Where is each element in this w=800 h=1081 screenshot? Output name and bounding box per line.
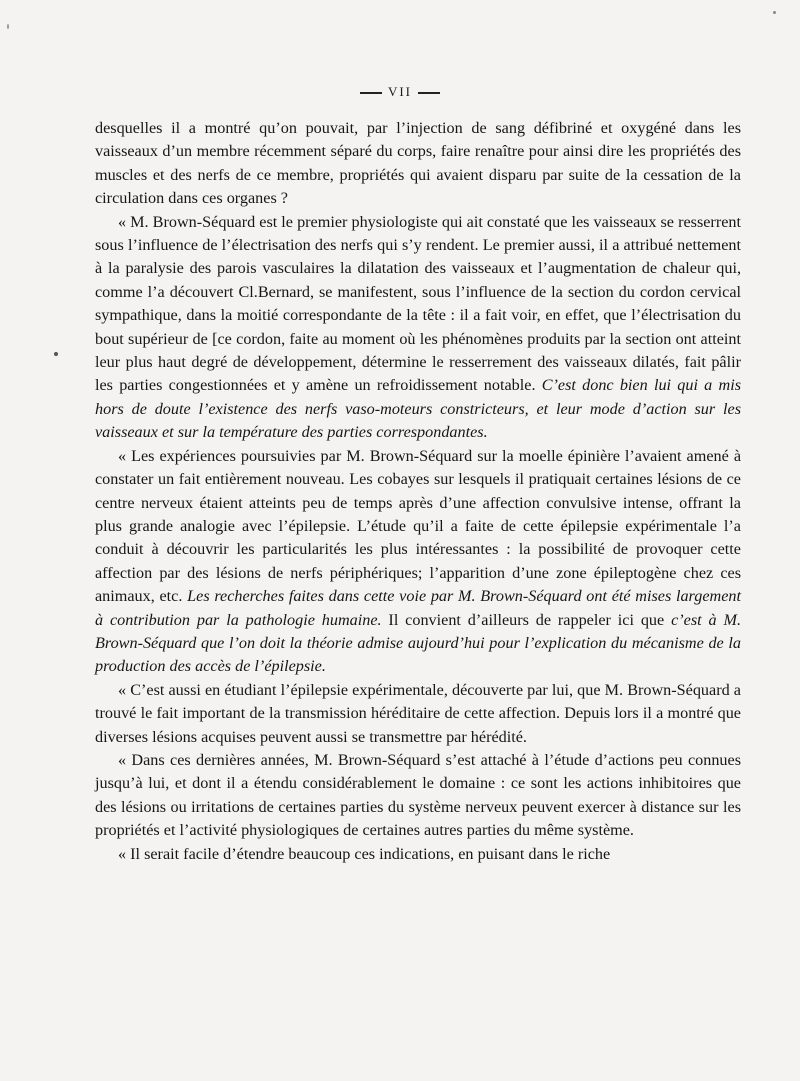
header-dash-right (418, 92, 440, 94)
paragraph-2 (95, 211, 741, 445)
paragraph-6 (95, 843, 741, 866)
paragraph-3 (95, 445, 741, 679)
header-dash-left (360, 92, 382, 94)
text-run: « Les expériences poursuivies par M. Brown-Séquard sur la moelle épinière l’avaient amené à constater un fait entièrement nouveau. Les cobayes sur lesquels il pratiquait certaines lésions de ce centre nerveux étaient atteints peu de temps après d’une affection convulsive intense, offrant la plus grande analogie avec l’épilepsie. L’étude qu’il a faite de cette épilepsie expérimentale l’a conduit à découvrir les particularités les plus intéressantes : la possibilité de provoquer cette affection par des lésions de nerfs périphériques; l’apparition d’une zone épileptogène chez ces animaux, etc. (95, 446, 741, 606)
scan-speck (54, 352, 58, 356)
text-run: Il convient d’ailleurs de rappeler ici que (381, 610, 672, 629)
text-run: « Il serait facile d’étendre beaucoup ces indications, en puisant dans le riche (118, 844, 611, 863)
italic-text-run: c’est à M. Brown-Séquard que l’on doit la théorie admise aujourd’hui pour l’explication du mécanisme de la production des accès de l’épilepsie. (95, 610, 742, 676)
scan-speck (7, 24, 9, 29)
paragraph-4 (95, 679, 741, 749)
paragraph-5 (95, 749, 741, 843)
text-run: « C’est aussi en étudiant l’épilepsie expérimentale, découverte par lui, que M. Brown-Séquard a trouvé le fait important de la transmission héréditaire de cette affection. Depuis lors il a montré que diverses lésions acquises peuvent aussi se transmettre par hérédité. (95, 680, 741, 746)
text-run: « M. Brown-Séquard est le premier physiologiste qui ait constaté que les vaisseaux se resserrent sous l’influence de l’électrisation des nerfs qui s’y rendent. Le premier aussi, il a attribué nettement à la paralysie des parois vasculaires la dilatation des vaisseaux et l’augmentation de chaleur qui, comme l’a découvert Cl.Bernard, se manifestent, sous l’influence de la section du cordon cervical sympathique, dans la moitié correspondante de la tête : il a fait voir, en effet, que l’électrisation du bout supérieur de [ce cordon, faite au moment où les phénomènes produits par la section ont atteint leur plus haut degré de développement, détermine le resserrement des vaisseaux dilatés, fait pâlir les parties congestionnées et y amène un refroidissement notable. (95, 212, 741, 395)
scan-speck (773, 11, 776, 14)
body-text (95, 117, 741, 866)
italic-text-run: C’est donc bien lui qui a mis hors de doute l’existence des nerfs vaso-moteurs constricteurs, et leur mode d’action sur les vaisseaux et sur la température des parties correspondantes. (95, 376, 741, 442)
paragraph-1 (95, 117, 741, 211)
page-header (0, 84, 800, 100)
text-run: « Dans ces dernières années, M. Brown-Séquard s’est attaché à l’étude d’actions peu connues jusqu’à lui, et dont il a étendu considérablement le domaine : ce sont les actions inhibitoires que des lésions ou irritations de certaines parties du système nerveux peuvent exercer à distance sur les propriétés et l’activité physiologiques de certaines autres parties du même système. (95, 750, 741, 840)
text-run: desquelles il a montré qu’on pouvait, par l’injection de sang défibriné et oxygéné dans les vaisseaux d’un membre récemment séparé du corps, faire renaître pour ainsi dire les propriétés des muscles et des nerfs de ce membre, propriétés qui avaient disparu par suite de la cessation de la circulation dans ces organes ? (95, 119, 741, 208)
italic-text-run: Les recherches faites dans cette voie par M. Brown-Séquard ont été mises largement à contribution par la pathologie humaine. (95, 587, 741, 629)
page-number: VII (387, 84, 413, 99)
